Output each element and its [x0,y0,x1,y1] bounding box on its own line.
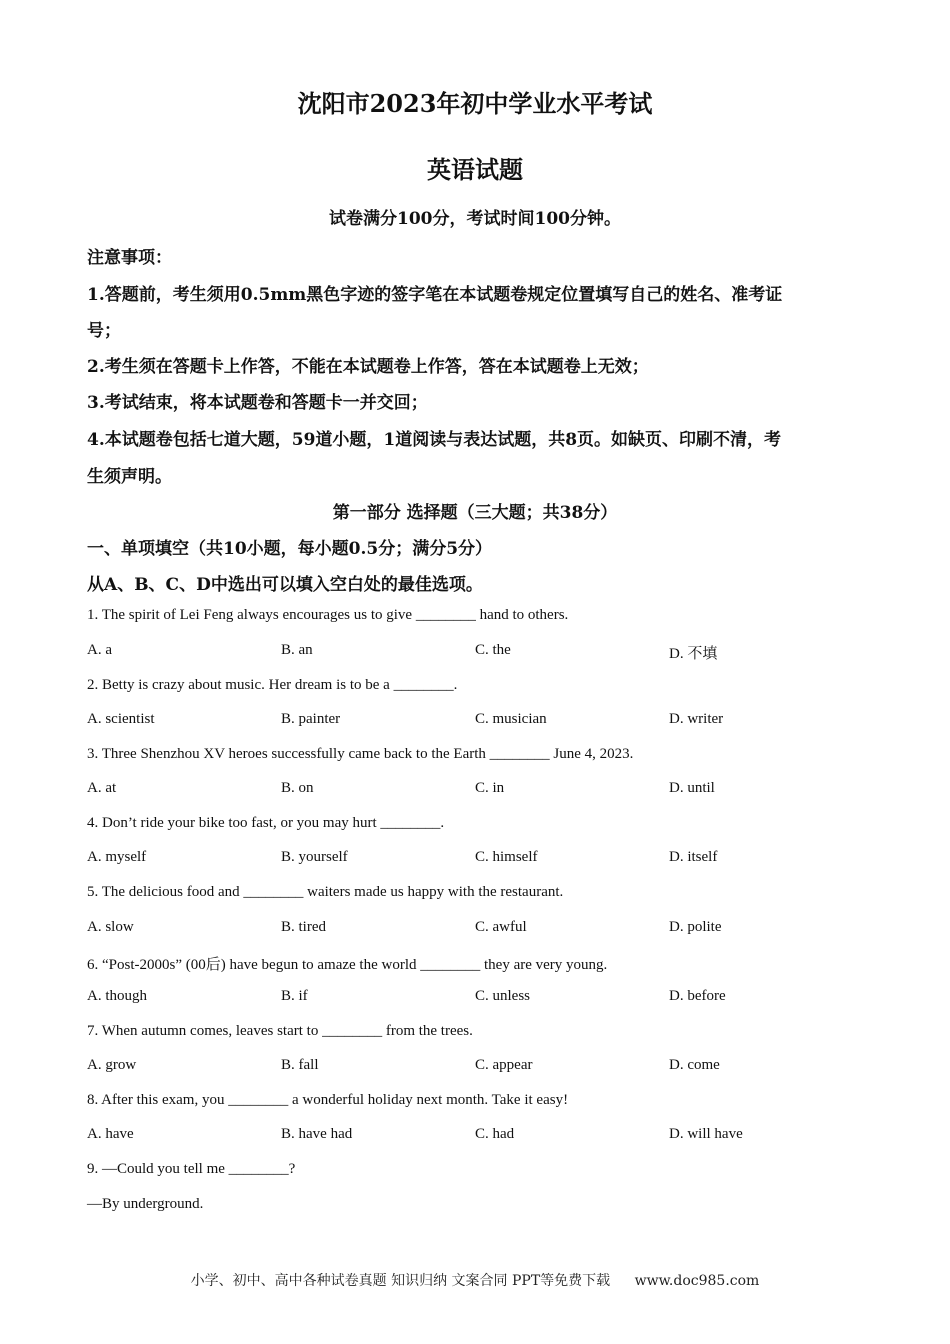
question-3: 3. Three Shenzhou XV heroes successfully came back to the Earth ________ June 4, 2023. [87,746,634,762]
option-c: C. the [475,642,511,658]
option-a: A. grow [87,1057,137,1073]
option-b: B. yourself [281,849,348,865]
option-b: B. have had [281,1126,353,1142]
option-c: C. appear [475,1057,533,1073]
option-c: C. musician [475,711,547,727]
question-4: 4. Don’t ride your bike too fast, or you may hurt ________. [87,815,445,831]
notice-item-3: 3.考试结束，将本试题卷和答题卡一并交回； [87,393,428,413]
question-1: 1. The spirit of Lei Feng always encourages us to give ________ hand to others. [87,607,569,623]
option-a: A. at [87,780,117,796]
option-d: D. before [669,988,726,1004]
question-1-options [87,642,887,664]
option-c: C. in [475,780,505,796]
notice-item-4-cont: 生须声明。 [87,467,172,487]
notice-item-1-cont: 号； [87,321,121,341]
question-7: 7. When autumn comes, leaves start to ________ from the trees. [87,1023,473,1039]
option-d: D. polite [669,919,722,935]
page-footer [0,1270,950,1290]
option-b: B. painter [281,711,341,727]
option-d: D. 不填 [669,646,718,662]
notice-item-2: 2.考生须在答题卡上作答，不能在本试题卷上作答，答在本试题卷上无效； [87,357,649,377]
option-d: D. will have [669,1126,743,1142]
notice-item-4: 4.本试题卷包括七道大题，59道小题，1道阅读与表达试题，共8页。如缺页、印刷不清，考 [87,430,782,450]
option-d: D. come [669,1057,720,1073]
option-a: A. have [87,1126,134,1142]
footer-text: 小学、初中、高中各种试卷真题 知识归纳 文案合同 PPT等免费下载 [190,1273,611,1289]
notice-heading: 注意事项： [87,248,172,268]
part1-title: 第一部分 选择题（三大题；共38分） [332,503,618,523]
question-4-options [87,849,887,871]
question-5: 5. The delicious food and ________ waiters made us happy with the restaurant. [87,884,564,900]
option-b: B. if [281,988,308,1004]
question-2: 2. Betty is crazy about music. Her dream is to be a ________. [87,677,458,693]
option-b: B. fall [281,1057,319,1073]
option-a: A. though [87,988,147,1004]
option-c: C. unless [475,988,531,1004]
option-d: D. until [669,780,715,796]
question-7-options [87,1057,887,1079]
option-b: B. an [281,642,313,658]
option-c: C. himself [475,849,538,865]
question-6: 6. “Post-2000s” (00后) have begun to amaze the world ________ they are very young. [87,957,608,973]
option-a: A. scientist [87,711,155,727]
footer-url[interactable]: www.doc985.com [634,1273,760,1289]
option-c: C. awful [475,919,527,935]
section1-title: 一、单项填空（共10小题，每小题0.5分；满分5分） [87,539,493,559]
question-6-options [87,988,887,1010]
option-d: D. writer [669,711,724,727]
exam-title: 沈阳市2023年初中学业水平考试 [297,89,653,118]
section1-instruction: 从A、B、C、D中选出可以填入空白处的最佳选项。 [87,575,483,595]
question-8-options [87,1126,887,1148]
exam-info: 试卷满分100分，考试时间100分钟。 [329,209,621,229]
question-3-options [87,780,887,802]
question-9: 9. —Could you tell me ________? [87,1161,296,1177]
question-2-options [87,711,887,733]
question-5-options [87,919,887,941]
notice-item-1: 1.答题前，考生须用0.5mm黑色字迹的签字笔在本试题卷规定位置填写自己的姓名、准考证 [87,285,783,305]
option-c: C. had [475,1126,515,1142]
option-a: A. slow [87,919,134,935]
question-8: 8. After this exam, you ________ a wonderful holiday next month. Take it easy! [87,1092,569,1108]
subject-title: 英语试题 [427,155,523,184]
question-9-reply: —By underground. [87,1196,204,1212]
option-b: B. on [281,780,314,796]
option-b: B. tired [281,919,326,935]
option-a: A. a [87,642,112,658]
option-d: D. itself [669,849,718,865]
option-a: A. myself [87,849,147,865]
